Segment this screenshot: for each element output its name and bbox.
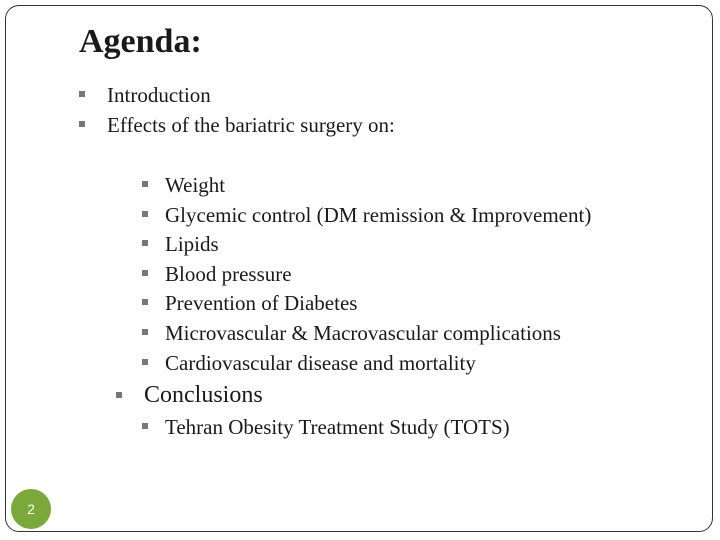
- square-bullet-icon: [142, 240, 148, 246]
- list-item: [142, 202, 591, 232]
- list-item: [142, 414, 510, 444]
- list-item: [142, 172, 591, 202]
- square-bullet-icon: [116, 392, 122, 398]
- square-bullet-icon: [142, 359, 148, 365]
- conclusions-heading: [116, 380, 263, 410]
- list-item: [142, 290, 591, 320]
- list-item: [79, 82, 395, 112]
- square-bullet-icon: [142, 299, 148, 305]
- conclusions-label: Conclusions: [144, 382, 263, 408]
- square-bullet-icon: [142, 181, 148, 187]
- list-item-text: Cardiovascular disease and mortality: [165, 350, 476, 375]
- list-item: [142, 261, 591, 291]
- square-bullet-icon: [142, 329, 148, 335]
- list-item: [79, 112, 395, 142]
- list-item: [142, 350, 591, 380]
- square-bullet-icon: [142, 423, 148, 429]
- square-bullet-icon: [142, 270, 148, 276]
- list-item: [142, 231, 591, 261]
- list-item-text: Weight: [165, 173, 226, 197]
- list-item-text: Glycemic control (DM remission & Improvement): [165, 202, 592, 227]
- square-bullet-icon: [142, 211, 148, 217]
- effects-sublist: [142, 172, 591, 379]
- list-item-text: Effects of the bariatric surgery on:: [107, 113, 395, 137]
- list-item: [142, 320, 591, 350]
- list-item-text: Blood pressure: [165, 261, 292, 286]
- page-number-badge: 2: [11, 489, 51, 529]
- square-bullet-icon: [79, 91, 85, 97]
- square-bullet-icon: [79, 121, 85, 127]
- list-item-text: Tehran Obesity Treatment Study (TOTS): [165, 415, 510, 439]
- list-item-text: Lipids: [165, 232, 219, 257]
- list-item-text: Prevention of Diabetes: [165, 291, 358, 316]
- top-level-list: [79, 82, 395, 142]
- conclusions-sublist: [142, 414, 510, 444]
- list-item-text: Microvascular & Macrovascular complications: [165, 320, 561, 345]
- list-item-text: Introduction: [107, 83, 211, 107]
- slide-title: Agenda:: [79, 23, 202, 60]
